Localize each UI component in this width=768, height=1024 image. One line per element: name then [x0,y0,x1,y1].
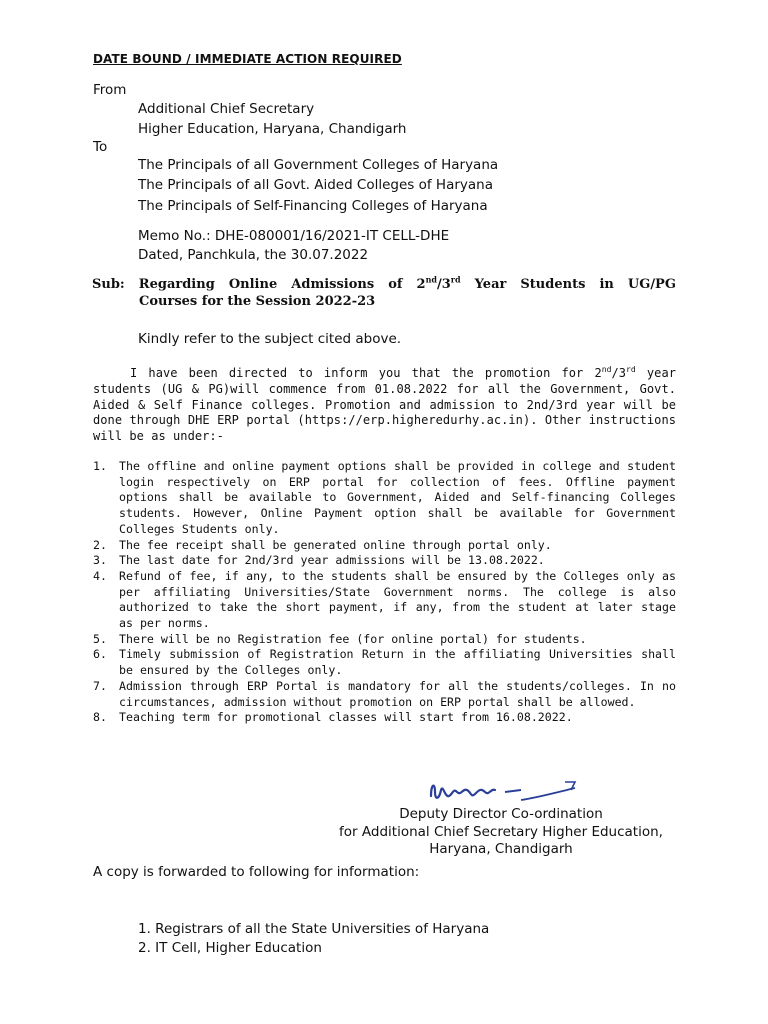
subject-line-2: Courses for the Session 2022-23 [139,294,376,309]
subject-word: Year [474,277,507,292]
subject-word: Online [228,277,278,292]
from-label: From [93,82,127,98]
subject-word: Students [520,277,586,292]
subject-line [92,276,680,310]
signatory-title: Deputy Director Co-ordination [399,806,603,822]
subject-ordinals: 2nd/3rd [416,274,461,292]
instructions-list [93,459,676,726]
subject-word: in [599,277,614,292]
list-item: 5. There will be no Registration fee (for online portal) for students. [93,631,587,646]
list-item: 7. Admission through ERP Portal is mandatory for all the students/colleges. In no circumstances, admission without promotion on ERP portal shall be allowed. [93,678,676,709]
to-line-1: The Principals of all Government Colleges of Haryana [138,157,499,173]
intro-paragraph: I have been directed to inform you that the promotion for 2nd/3rd year students (UG & PG)will commence from 01.08.2022 for all the Government, Govt. Aided & Self Finance colleges. Promotion and admission to 2nd/3rd year will be done through DHE ERP portal (https://erp.higheredurhy.ac.in). Other instructions will be as under:- [93,365,677,444]
subject-word: of [388,277,403,292]
signatory-office: for Additional Chief Secretary Higher Education, [339,823,663,840]
memo-number: Memo No.: DHE-080001/16/2021-IT CELL-DHE [138,228,450,244]
subject-word: Admissions [291,277,375,292]
to-line-2: The Principals of all Govt. Aided Colleges of Haryana [138,177,493,193]
signatory-block [336,806,666,859]
list-item: 1. The offline and online payment options shall be provided in college and student login respectively on ERP portal for collection of fees. Offline payment options shall be available to Government, Aided and Self-financing Colleges students. However, Online Payment option shall be available for Government Colleges Students only. [93,459,676,536]
from-line-1: Additional Chief Secretary [138,101,315,117]
subject-word: Sub: [92,277,125,292]
memo-date: Dated, Panchkula, the 30.07.2022 [138,247,369,263]
copy-intro: A copy is forwarded to following for information: [93,864,420,880]
signatory-location: Haryana, Chandigarh [429,841,573,857]
list-item: 8. Teaching term for promotional classes will start from 16.08.2022. [93,710,573,725]
list-item: 6. Timely submission of Registration Return in the affiliating Universities shall be ensured by the Colleges only. [93,647,676,678]
copy-item-1: 1. Registrars of all the State Universities of Haryana [138,921,490,937]
subject-word: UG/PG [627,277,676,292]
urgency-header: DATE BOUND / IMMEDIATE ACTION REQUIRED [93,52,402,66]
list-item: 2. The fee receipt shall be generated online through portal only. [93,537,552,552]
copy-item-2: 2. IT Cell, Higher Education [138,940,322,956]
handwritten-signature [425,774,585,808]
list-item: 4. Refund of fee, if any, to the students shall be ensured by the Colleges only as per affiliating Universities/State Government norms. The college is also authorized to take the short payment, if any, from the student at later stage as per norms. [93,568,676,631]
refer-line: Kindly refer to the subject cited above. [138,331,402,347]
subject-word: Regarding [138,277,215,292]
list-item: 3. The last date for 2nd/3rd year admissions will be 13.08.2022. [93,553,545,568]
from-line-2: Higher Education, Haryana, Chandigarh [138,121,407,137]
to-line-3: The Principals of Self-Financing Colleges of Haryana [138,198,488,214]
to-label: To [93,139,108,155]
